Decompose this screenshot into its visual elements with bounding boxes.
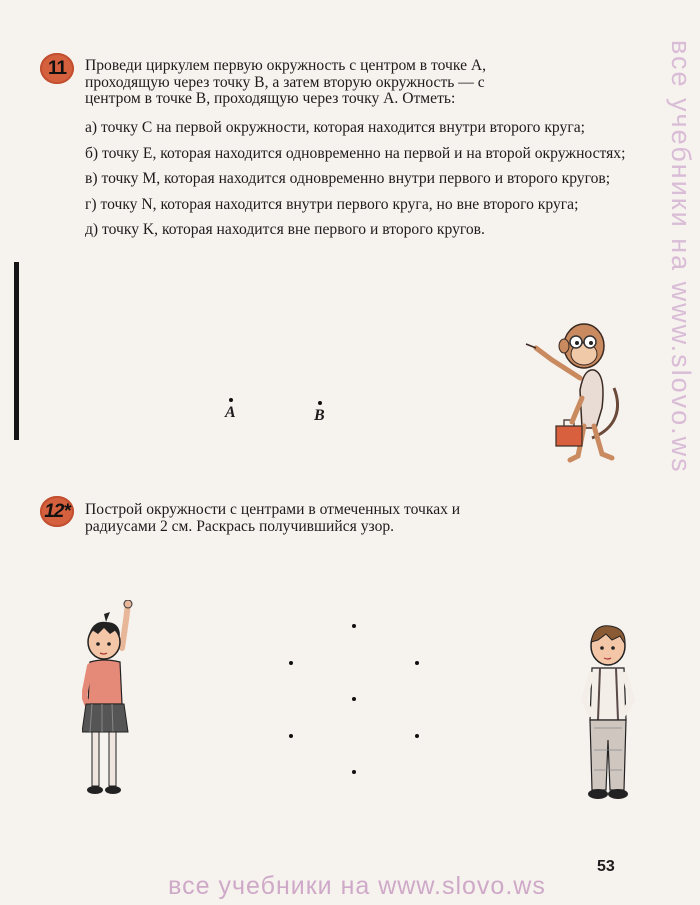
task-12-badge: 12* <box>40 496 74 527</box>
task-11-line-2: проходящую через точку B, а затем вторую окружность — с <box>85 73 485 91</box>
task-11-line-1: Проведи циркулем первую окружность с центром в точке A, <box>85 57 487 74</box>
pattern-dot <box>289 734 293 738</box>
pattern-dot <box>352 624 356 628</box>
task-11-items <box>85 120 630 248</box>
task-11-badge: 11 <box>40 53 74 84</box>
task-11-line-3: центром в точке B, проходящую через точку A. Отметь: <box>85 90 456 108</box>
girl-illustration <box>82 600 142 805</box>
task-12-line-1: Построй окружности с центрами в отмеченных точках и <box>85 501 461 518</box>
task-12-line-2: радиусами 2 см. Раскрась получившийся узор. <box>85 517 395 535</box>
task-12-statement <box>85 502 630 535</box>
point-b-dot <box>318 401 322 405</box>
watermark-bottom: все учебники на www.slovo.ws <box>168 872 546 900</box>
pattern-dot <box>415 734 419 738</box>
task-11-item-e: д) точку K, которая находится вне первого и второго кругов. <box>85 221 485 239</box>
task-11-item-a: а) точку C на первой окружности, которая находится внутри второго круга; <box>85 119 585 136</box>
task-11-item-d: г) точку N, которая находится внутри первого круга, но вне второго круга; <box>85 195 579 213</box>
task-11-item-b: б) точку E, которая находится одновременно на первой и на второй окружностях; <box>85 144 626 162</box>
pattern-dot <box>352 697 356 701</box>
monkey-illustration <box>522 318 627 468</box>
point-b-label: B <box>314 407 325 424</box>
task-11-item-c: в) точку M, которая находится одновременно внутри первого и второго кругов; <box>85 170 611 188</box>
page-number: 53 <box>597 858 615 875</box>
pattern-dot <box>352 770 356 774</box>
margin-bar <box>14 262 19 440</box>
boy-illustration <box>578 620 638 810</box>
watermark-side: все учебники на www.slovo.ws <box>666 40 696 474</box>
task-11-statement <box>85 58 630 108</box>
pattern-dot <box>289 661 293 665</box>
point-a-label: A <box>225 404 236 421</box>
pattern-dot <box>415 661 419 665</box>
point-a-dot <box>229 398 233 402</box>
